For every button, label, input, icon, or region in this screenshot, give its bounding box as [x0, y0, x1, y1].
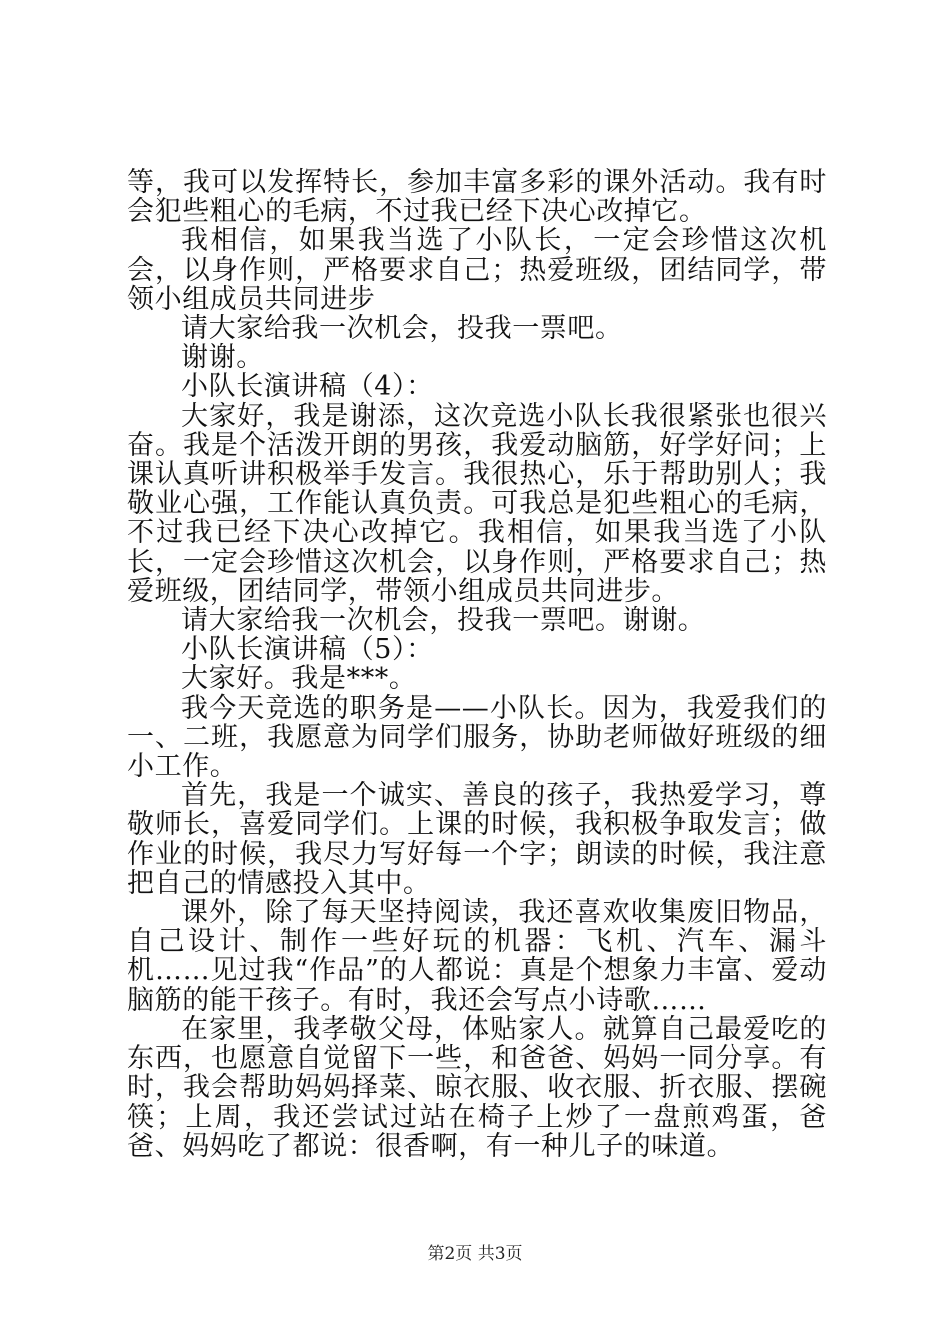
section-heading: 小队长演讲稿（4）： [181, 371, 434, 403]
paragraph: 大家好，我是谢添，这次竞选小队长我很紧张也很兴奋。我是个活泼开朗的男孩，我爱动脑筋，好学好问；上课认真听讲积极举手发言。我很热心，乐于帮助别人；我敬业心强，工作能认真负责。可我总是犯些粗心的毛病，不过我已经下决心改掉它。我相信，如果我当选了小队长，一定会珍惜这次机会，以身作则，严格要求自己；热爱班级，团结同学，带领小组成员共同进步。 [127, 400, 827, 607]
paragraph: 大家好。我是***。 [181, 663, 417, 695]
paragraph: 在家里，我孝敬父母，体贴家人。就算自己最爱吃的东西，也愿意自觉留下一些，和爸爸、妈妈一同分享。有时，我会帮助妈妈择菜、晾衣服、收衣服、折衣服、摆碗筷；上周，我还尝试过站在椅子上炒了一盘煎鸡蛋，爸爸、妈妈吃了都说：很香啊，有一种儿子的味道。 [127, 1013, 827, 1162]
page-footer [0, 1243, 950, 1265]
paragraph: 首先，我是一个诚实、善良的孩子，我热爱学习，尊敬师长，喜爱同学们。上课的时候，我积极争取发言；做作业的时候，我尽力写好每一个字；朗读的时候，我注意把自己的情感投入其中。 [127, 780, 827, 899]
paragraph: 我今天竞选的职务是——小队长。因为，我爱我们的一、二班，我愿意为同学们服务，协助老师做好班级的细小工作。 [127, 692, 827, 783]
paragraph: 请大家给我一次机会，投我一票吧。谢谢。 [181, 605, 706, 637]
section-heading: 小队长演讲稿（5）： [181, 634, 434, 666]
paragraph: 请大家给我一次机会，投我一票吧。 [181, 313, 623, 345]
paragraph: 谢谢。 [181, 342, 264, 374]
document-body [127, 168, 827, 1161]
paragraph: 课外，除了每天坚持阅读，我还喜欢收集废旧物品，自己设计、制作一些好玩的机器：飞机、汽车、漏斗机……见过我“作品”的人都说：真是个想象力丰富、爱动脑筋的能干孩子。有时，我还会写点小诗歌…… [127, 897, 827, 1016]
page-number: 第2页 共3页 [427, 1244, 523, 1264]
paragraph: 我相信，如果我当选了小队长，一定会珍惜这次机会，以身作则，严格要求自己；热爱班级，团结同学，带领小组成员共同进步 [127, 225, 827, 315]
paragraph: 等，我可以发挥特长，参加丰富多彩的课外活动。我有时会犯些粗心的毛病，不过我已经下决心改掉它。 [127, 167, 827, 228]
